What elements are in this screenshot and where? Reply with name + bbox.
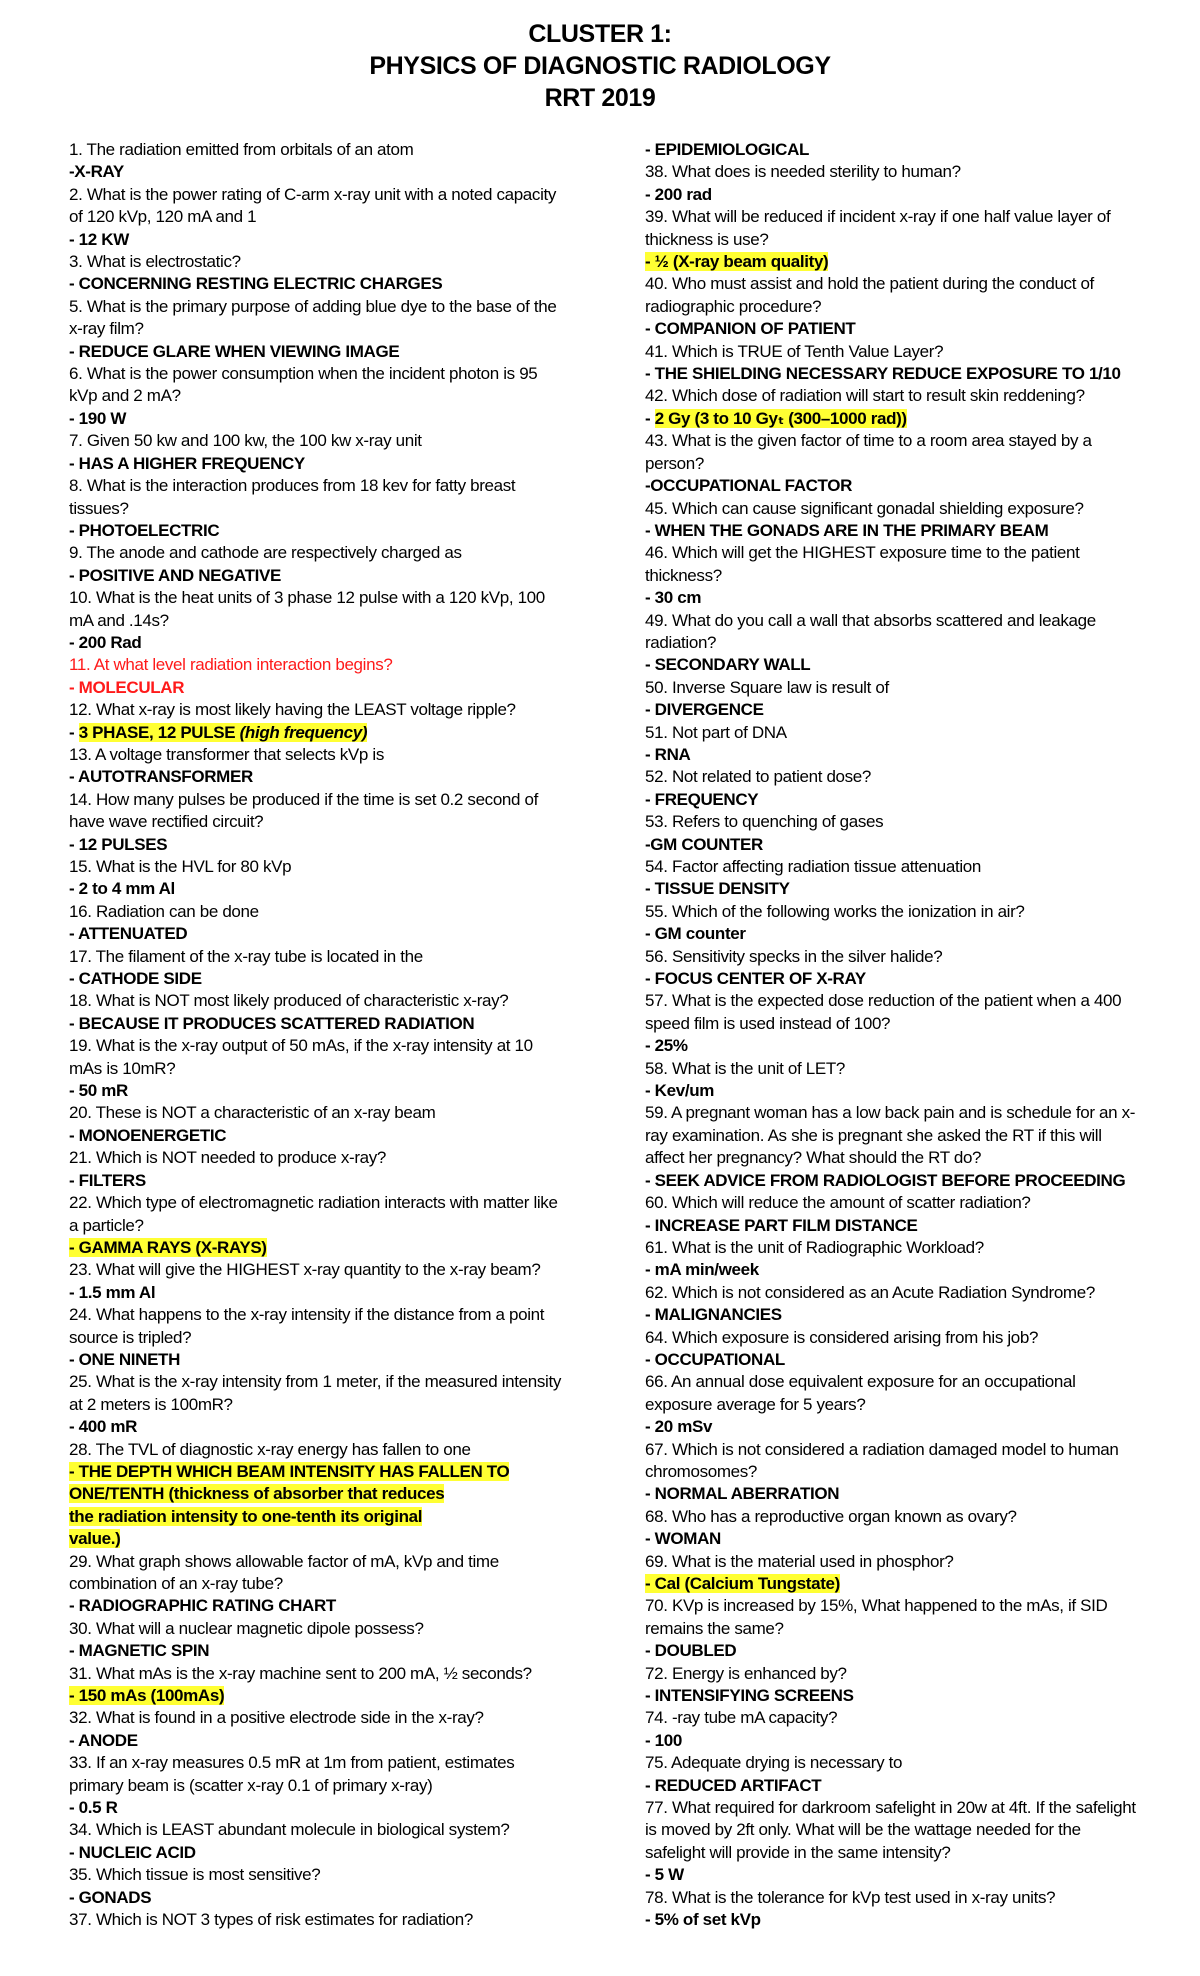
- question-text: 15. What is the HVL for 80 kVp: [69, 857, 292, 876]
- highlighted-answer: 3 PHASE, 12 PULSE (high frequency): [78, 722, 368, 742]
- question-text: 52. Not related to patient dose?: [645, 767, 872, 787]
- answer-text: - 30 cm: [645, 588, 702, 608]
- answer-text: - 0.5 R: [69, 1798, 118, 1818]
- question-text: 78. What is the tolerance for kVp test used in x-ray units?: [645, 1887, 1056, 1907]
- answer-text: - RADIOGRAPHIC RATING CHART: [69, 1596, 336, 1616]
- answer-text: - FREQUENCY: [645, 789, 759, 809]
- right-column: [645, 139, 1145, 1932]
- question-text: 49. What do you call a wall that absorbs scattered and leakage radiation?: [645, 610, 1096, 652]
- answer-text: - HAS A HIGHER FREQUENCY: [69, 453, 305, 473]
- question-text: 21. Which is NOT needed to produce x-ray?: [69, 1148, 387, 1168]
- answer-text: - THE SHIELDING NECESSARY REDUCE EXPOSURE TO 1/10: [645, 364, 1121, 384]
- question-text: 58. What is the unit of LET?: [645, 1058, 845, 1078]
- answer-text: - 100: [645, 1730, 682, 1750]
- answer-text: - AUTOTRANSFORMER: [69, 767, 253, 787]
- answer-text-highlighted: [69, 722, 569, 744]
- question-text: 18. What is NOT most likely produced of characteristic x-ray?: [69, 991, 509, 1011]
- question-text: 11. At what level radiation interaction begins?: [69, 655, 393, 675]
- highlighted-answer: - GAMMA RAYS (X-RAYS): [69, 1237, 267, 1257]
- question-text: 34. Which is LEAST abundant molecule in biological system?: [69, 1820, 510, 1840]
- highlighted-answer: the radiation intensity to one-tenth its original: [69, 1506, 423, 1526]
- answer-text: - WHEN THE GONADS ARE IN THE PRIMARY BEAM: [645, 520, 1049, 540]
- question-text: 43. What is the given factor of time to a room area stayed by a person?: [645, 431, 1092, 473]
- question-text: 25. What is the x-ray intensity from 1 meter, if the measured intensity at 2 meters is 100mR?: [69, 1372, 561, 1414]
- question-text: 23. What will give the HIGHEST x-ray quantity to the x-ray beam?: [69, 1260, 541, 1280]
- answer-text: - Kev/um: [645, 1081, 714, 1101]
- answer-text: - INCREASE PART FILM DISTANCE: [645, 1215, 918, 1235]
- question-text: 46. Which will get the HIGHEST exposure time to the patient thickness?: [645, 543, 1080, 585]
- highlighted-answer: - THE DEPTH WHICH BEAM INTENSITY HAS FALLEN TO: [69, 1461, 510, 1481]
- question-text: 54. Factor affecting radiation tissue attenuation: [645, 857, 981, 876]
- question-text: 57. What is the expected dose reduction of the patient when a 400 speed film is used instead of 100?: [645, 991, 1122, 1033]
- answer-text: -GM COUNTER: [645, 834, 763, 854]
- answer-text: - 12 PULSES: [69, 834, 168, 854]
- answer-text-highlighted: [645, 1573, 1145, 1595]
- answer-text: - OCCUPATIONAL: [645, 1349, 785, 1369]
- answer-text: - REDUCE GLARE WHEN VIEWING IMAGE: [69, 341, 400, 361]
- header-line-1: CLUSTER 1:: [528, 20, 672, 48]
- answer-text: - DIVERGENCE: [645, 700, 764, 720]
- answer-text: - COMPANION OF PATIENT: [645, 319, 856, 339]
- question-text: 38. What does is needed sterility to human?: [645, 162, 961, 182]
- question-text: 16. Radiation can be done: [69, 901, 259, 921]
- question-text: 6. What is the power consumption when the incident photon is 95 kVp and 2 mA?: [69, 364, 538, 406]
- answer-text-highlighted: [69, 1237, 569, 1259]
- question-text: 59. A pregnant woman has a low back pain and is schedule for an x-ray examination. As she is pregnant she asked the RT if this will affect her pregnancy? What should the RT do?: [645, 1103, 1136, 1168]
- question-text: 35. Which tissue is most sensitive?: [69, 1865, 321, 1885]
- answer-text: - 200 Rad: [69, 632, 142, 652]
- answer-text: - GONADS: [69, 1887, 152, 1907]
- highlighted-answer: - Cal (Calcium Tungstate): [645, 1574, 840, 1593]
- answer-text: - BECAUSE IT PRODUCES SCATTERED RADIATION: [69, 1013, 475, 1033]
- question-text: 5. What is the primary purpose of adding blue dye to the base of the x-ray film?: [69, 296, 557, 339]
- answer-text-highlighted: [69, 1483, 569, 1505]
- answer-text: - 20 mSv: [645, 1417, 713, 1437]
- question-text: 29. What graph shows allowable factor of mA, kVp and time combination of an x-ray tube?: [69, 1551, 499, 1593]
- answer-text: - 25%: [645, 1036, 688, 1056]
- answer-text-highlighted: [645, 408, 1145, 430]
- question-text: 55. Which of the following works the ionization in air?: [645, 901, 1025, 921]
- question-text: 1. The radiation emitted from orbitals of an atom: [69, 140, 414, 159]
- question-text: 39. What will be reduced if incident x-ray if one half value layer of thickness is use?: [645, 207, 1111, 249]
- answer-text: - SECONDARY WALL: [645, 655, 811, 675]
- answer-text: -X-RAY: [69, 162, 124, 182]
- question-text: 56. Sensitivity specks in the silver halide?: [645, 946, 943, 966]
- answer-text: - MAGNETIC SPIN: [69, 1641, 210, 1661]
- left-column: [69, 139, 569, 1932]
- question-text: 8. What is the interaction produces from 18 kev for fatty breast tissues?: [69, 476, 516, 518]
- answer-prefix: -: [69, 722, 79, 742]
- question-text: 70. KVp is increased by 15%, What happened to the mAs, if SID remains the same?: [645, 1596, 1108, 1638]
- answer-text: - NUCLEIC ACID: [69, 1842, 196, 1862]
- question-text: 53. Refers to quenching of gases: [645, 812, 884, 832]
- answer-text: - PHOTOELECTRIC: [69, 520, 220, 540]
- question-text: 75. Adequate drying is necessary to: [645, 1753, 903, 1773]
- highlighted-answer: - 150 mAs (100mAs): [69, 1686, 225, 1706]
- question-text: 14. How many pulses be produced if the time is set 0.2 second of have wave rectified circuit?: [69, 789, 538, 832]
- question-text: 24. What happens to the x-ray intensity if the distance from a point source is tripled?: [69, 1305, 545, 1347]
- highlighted-answer: ONE/TENTH (thickness of absorber that reduces: [69, 1484, 445, 1504]
- question-text: 30. What will a nuclear magnetic dipole possess?: [69, 1618, 424, 1638]
- answer-text: - ONE NINETH: [69, 1349, 181, 1369]
- question-text: 12. What x-ray is most likely having the LEAST voltage ripple?: [69, 700, 516, 720]
- answer-text: - ANODE: [69, 1730, 138, 1750]
- answer-text: - mA min/week: [645, 1260, 759, 1280]
- answer-text: - 200 rad: [645, 184, 712, 204]
- answer-text: - 5 W: [645, 1865, 684, 1885]
- answer-text: - 190 W: [69, 408, 127, 428]
- answer-text: - 12 KW: [69, 229, 129, 249]
- question-text: 62. Which is not considered as an Acute Radiation Syndrome?: [645, 1282, 1095, 1302]
- header-line-3: RRT 2019: [544, 84, 656, 112]
- answer-text: - EPIDEMIOLOGICAL: [645, 140, 810, 159]
- question-text: 74. -ray tube mA capacity?: [645, 1708, 838, 1728]
- answer-text: - DOUBLED: [645, 1641, 737, 1661]
- question-text: 7. Given 50 kw and 100 kw, the 100 kw x-ray unit: [69, 431, 422, 451]
- question-text: 13. A voltage transformer that selects kVp is: [69, 744, 384, 764]
- answer-text: - 50 mR: [69, 1081, 128, 1101]
- question-text: 2. What is the power rating of C-arm x-ray unit with a noted capacity of 120 kVp, 120 mA and 1: [69, 184, 557, 227]
- document-header: [0, 18, 1200, 114]
- answer-text-highlighted: [69, 1506, 569, 1528]
- question-text: 32. What is found in a positive electrode side in the x-ray?: [69, 1708, 484, 1728]
- question-text: 9. The anode and cathode are respectively charged as: [69, 543, 462, 563]
- question-text: 66. An annual dose equivalent exposure for an occupational exposure average for 5 years?: [645, 1372, 1076, 1414]
- question-text: 68. Who has a reproductive organ known as ovary?: [645, 1506, 1017, 1526]
- question-text: 33. If an x-ray measures 0.5 mR at 1m from patient, estimates primary beam is (scatter x-ray 0.1 of primary x-ray): [69, 1753, 515, 1795]
- question-text: 19. What is the x-ray output of 50 mAs, if the x-ray intensity at 10 mAs is 10mR?: [69, 1036, 533, 1078]
- answer-text: - ATTENUATED: [69, 924, 188, 944]
- header-line-2: PHYSICS OF DIAGNOSTIC RADIOLOGY: [369, 52, 831, 80]
- question-text: 37. Which is NOT 3 types of risk estimates for radiation?: [69, 1910, 473, 1930]
- question-text: 50. Inverse Square law is result of: [645, 677, 889, 697]
- answer-text: - NORMAL ABERRATION: [645, 1484, 840, 1504]
- question-text: 67. Which is not considered a radiation damaged model to human chromosomes?: [645, 1439, 1119, 1481]
- answer-text: - REDUCED ARTIFACT: [645, 1775, 822, 1795]
- answer-prefix: -: [645, 408, 655, 428]
- answer-text: - SEEK ADVICE FROM RADIOLOGIST BEFORE PROCEEDING: [645, 1170, 1126, 1190]
- answer-text-highlighted: [69, 1685, 569, 1707]
- answer-text: - 1.5 mm Al: [69, 1282, 156, 1302]
- question-text: 17. The filament of the x-ray tube is located in the: [69, 946, 423, 966]
- question-text: 41. Which is TRUE of Tenth Value Layer?: [645, 341, 944, 361]
- question-text: 45. Which can cause significant gonadal shielding exposure?: [645, 498, 1084, 518]
- question-text: 20. These is NOT a characteristic of an x-ray beam: [69, 1103, 436, 1123]
- answer-text-highlighted: [69, 1461, 569, 1483]
- question-text: 77. What required for darkroom safelight in 20w at 4ft. If the safelight is moved by 2ft only. What will be the wattage needed for the safelight will provide in the same intensity?: [645, 1798, 1136, 1862]
- highlighted-answer: value.): [69, 1529, 121, 1549]
- highlighted-answer-note: (high frequency): [239, 722, 368, 742]
- question-text: 3. What is electrostatic?: [69, 252, 241, 272]
- answer-text: - FILTERS: [69, 1170, 146, 1190]
- answer-text: - INTENSIFYING SCREENS: [645, 1686, 854, 1706]
- answer-text: - MONOENERGETIC: [69, 1125, 227, 1145]
- question-text: 28. The TVL of diagnostic x-ray energy has fallen to one: [69, 1439, 471, 1459]
- question-text: 64. Which exposure is considered arising from his job?: [645, 1327, 1039, 1347]
- answer-text-highlighted: [645, 251, 1145, 273]
- question-text: 40. Who must assist and hold the patient during the conduct of radiographic procedure?: [645, 274, 1094, 316]
- highlighted-answer: 2 Gy (3 to 10 Gyₜ (300–1000 rad)): [654, 408, 907, 428]
- answer-text: - WOMAN: [645, 1529, 721, 1549]
- question-text: 22. Which type of electromagnetic radiation interacts with matter like a particle?: [69, 1193, 558, 1235]
- answer-text-highlighted: [69, 1528, 569, 1550]
- answer-text: - 400 mR: [69, 1417, 138, 1437]
- question-text: 72. Energy is enhanced by?: [645, 1663, 847, 1683]
- answer-text: - MALIGNANCIES: [645, 1305, 782, 1325]
- question-text: 60. Which will reduce the amount of scatter radiation?: [645, 1193, 1031, 1213]
- answer-text: - GM counter: [645, 924, 746, 944]
- answer-text: - 2 to 4 mm Al: [69, 879, 175, 899]
- answer-text: - 5% of set kVp: [645, 1910, 761, 1930]
- question-text: 51. Not part of DNA: [645, 722, 787, 742]
- answer-text: - RNA: [645, 744, 691, 764]
- highlighted-answer: - ½ (X-ray beam quality): [645, 252, 829, 272]
- answer-text: -OCCUPATIONAL FACTOR: [645, 476, 853, 496]
- question-text: 61. What is the unit of Radiographic Workload?: [645, 1237, 984, 1257]
- answer-text: - POSITIVE AND NEGATIVE: [69, 565, 282, 585]
- question-text: 69. What is the material used in phosphor?: [645, 1551, 954, 1571]
- answer-text: - TISSUE DENSITY: [645, 879, 790, 899]
- question-text: 31. What mAs is the x-ray machine sent to 200 mA, ½ seconds?: [69, 1663, 532, 1683]
- answer-text: - MOLECULAR: [69, 677, 185, 697]
- answer-text: - FOCUS CENTER OF X-RAY: [645, 969, 866, 989]
- answer-text: - CATHODE SIDE: [69, 969, 202, 989]
- question-text: 42. Which dose of radiation will start to result skin reddening?: [645, 386, 1085, 406]
- answer-text: - CONCERNING RESTING ELECTRIC CHARGES: [69, 274, 443, 294]
- question-text: 10. What is the heat units of 3 phase 12 pulse with a 120 kVp, 100 mA and .14s?: [69, 588, 545, 630]
